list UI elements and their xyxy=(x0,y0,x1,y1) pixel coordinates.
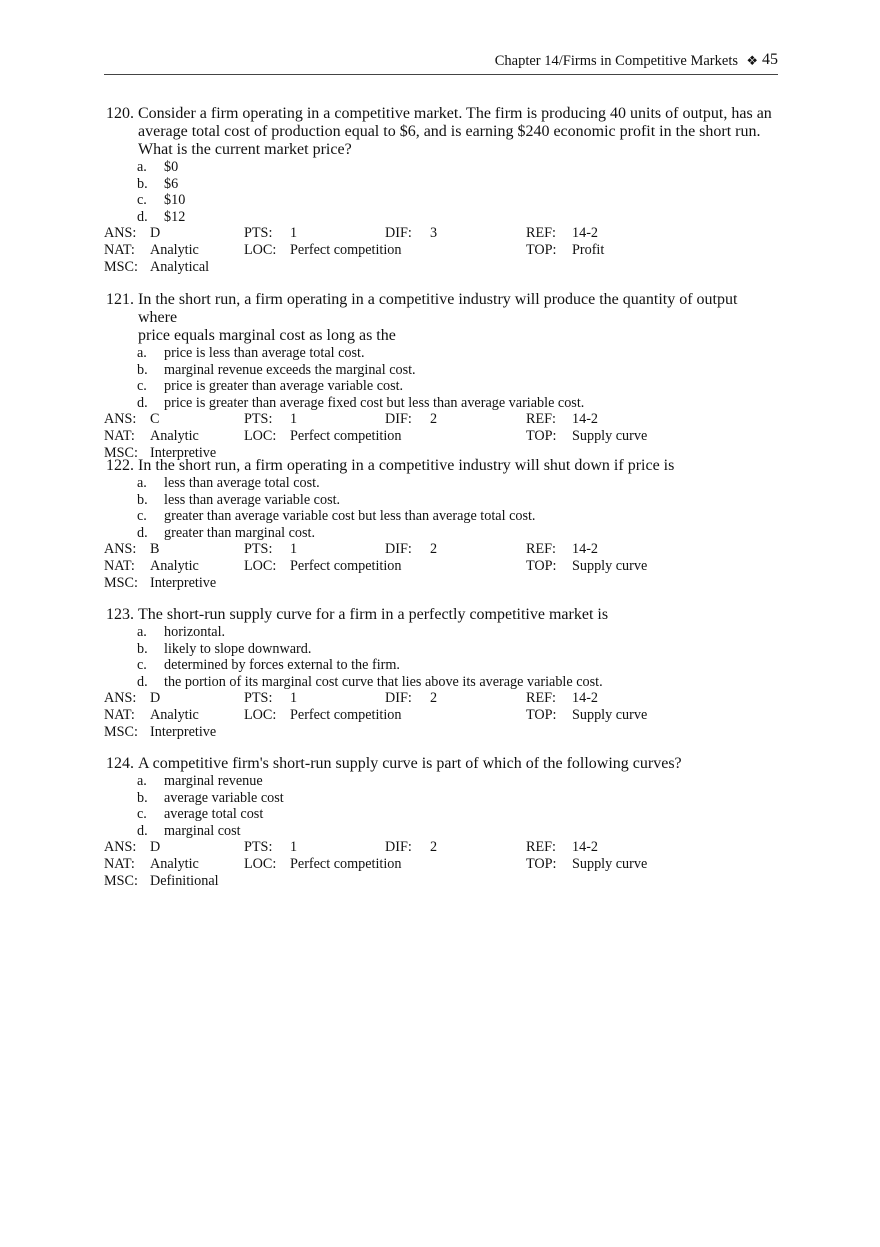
ans-label: ANS: xyxy=(104,839,137,856)
meta-row-ans xyxy=(104,225,780,242)
choice-letter: c. xyxy=(137,508,147,525)
question-124 xyxy=(104,755,780,889)
ans-value: C xyxy=(150,411,160,428)
choice-a xyxy=(137,159,780,176)
ref-value: 14-2 xyxy=(572,411,599,428)
dif-label: DIF: xyxy=(385,839,412,856)
nat-value: Analytic xyxy=(150,855,199,872)
choice-text: the portion of its marginal cost curve that lies above its average variable cost. xyxy=(164,673,603,690)
choice-text: less than average total cost. xyxy=(164,475,320,491)
ans-label: ANS: xyxy=(104,690,137,707)
meta-row-nat xyxy=(104,707,780,724)
pts-value: 1 xyxy=(290,225,298,242)
nat-label: NAT: xyxy=(104,557,135,574)
ans-label: ANS: xyxy=(104,541,137,558)
choice-letter: a. xyxy=(137,345,147,361)
ans-value: D xyxy=(150,690,161,707)
pts-value: 1 xyxy=(290,839,298,856)
answer-choices xyxy=(104,773,780,839)
nat-label: NAT: xyxy=(104,706,135,723)
choice-letter: b. xyxy=(137,491,148,508)
choice-letter: c. xyxy=(137,806,147,823)
answer-choices xyxy=(104,624,780,690)
running-header xyxy=(104,50,778,75)
answer-metadata xyxy=(104,411,780,461)
answer-metadata xyxy=(104,839,780,889)
choice-a xyxy=(137,624,780,641)
dif-value: 2 xyxy=(430,541,438,558)
nat-value: Analytic xyxy=(150,427,199,444)
loc-label: LOC: xyxy=(244,427,277,444)
meta-row-ans xyxy=(104,411,780,428)
pts-label: PTS: xyxy=(244,225,273,242)
msc-label: MSC: xyxy=(104,574,138,591)
choice-a xyxy=(137,773,780,790)
choice-text: $6 xyxy=(164,175,179,192)
meta-row-msc xyxy=(104,259,780,276)
stem-line: price equals marginal cost as long as the xyxy=(138,327,396,344)
question-number: 120. xyxy=(106,105,134,122)
dif-value: 2 xyxy=(430,690,438,707)
pts-label: PTS: xyxy=(244,690,273,707)
stem-line: In the short run, a firm operating in a competitive industry will produce the quantity of output where xyxy=(138,291,738,326)
ans-label: ANS: xyxy=(104,225,137,242)
stem-line: In the short run, a firm operating in a competitive industry will shut down if price is xyxy=(138,457,675,474)
choice-c xyxy=(137,806,780,823)
choice-letter: d. xyxy=(137,822,148,839)
choice-text: price is greater than average variable cost. xyxy=(164,378,404,395)
choice-text: greater than average variable cost but less than average total cost. xyxy=(164,508,536,525)
choice-text: marginal cost xyxy=(164,822,241,839)
loc-label: LOC: xyxy=(244,706,277,723)
msc-value: Interpretive xyxy=(150,574,217,591)
choice-letter: a. xyxy=(137,773,147,789)
msc-value: Interpretive xyxy=(150,723,217,740)
choice-text: price is less than average total cost. xyxy=(164,345,365,361)
ref-value: 14-2 xyxy=(572,541,599,558)
question-121 xyxy=(104,291,780,461)
ref-label: REF: xyxy=(526,839,556,856)
choice-text: determined by forces external to the firm. xyxy=(164,657,400,674)
question-stem xyxy=(104,105,780,159)
top-label: TOP: xyxy=(526,706,557,723)
stem-line: average total cost of production equal to $6, and is earning $240 economic profit in the short run. xyxy=(138,123,761,140)
choice-c xyxy=(137,508,780,525)
pts-value: 1 xyxy=(290,690,298,707)
loc-label: LOC: xyxy=(244,241,277,258)
dif-value: 3 xyxy=(430,225,438,242)
stem-line: The short-run supply curve for a firm in a perfectly competitive market is xyxy=(138,606,609,623)
choice-letter: a. xyxy=(137,475,147,491)
top-label: TOP: xyxy=(526,241,557,258)
loc-value: Perfect competition xyxy=(290,706,402,723)
choice-letter: d. xyxy=(137,673,148,690)
choice-c xyxy=(137,657,780,674)
top-value: Supply curve xyxy=(572,557,648,574)
meta-row-nat xyxy=(104,242,780,259)
pts-value: 1 xyxy=(290,411,298,428)
choice-text: less than average variable cost. xyxy=(164,491,341,508)
choice-letter: c. xyxy=(137,378,147,395)
loc-value: Perfect competition xyxy=(290,427,402,444)
top-value: Supply curve xyxy=(572,855,648,872)
answer-metadata xyxy=(104,225,780,275)
msc-label: MSC: xyxy=(104,723,138,740)
nat-value: Analytic xyxy=(150,706,199,723)
answer-choices xyxy=(104,345,780,411)
question-stem xyxy=(104,606,780,624)
choice-letter: b. xyxy=(137,175,148,192)
ans-value: D xyxy=(150,225,161,242)
question-122 xyxy=(104,457,780,591)
choice-letter: a. xyxy=(137,624,147,640)
msc-label: MSC: xyxy=(104,872,138,889)
choice-d xyxy=(137,395,780,412)
choice-letter: c. xyxy=(137,192,147,209)
loc-value: Perfect competition xyxy=(290,241,402,258)
question-number: 124. xyxy=(106,755,134,772)
nat-value: Analytic xyxy=(150,241,199,258)
choice-letter: b. xyxy=(137,640,148,657)
choice-text: marginal revenue exceeds the marginal cost. xyxy=(164,361,416,378)
msc-label: MSC: xyxy=(104,444,138,461)
pts-label: PTS: xyxy=(244,541,273,558)
ans-value: D xyxy=(150,839,161,856)
top-label: TOP: xyxy=(526,427,557,444)
msc-value: Definitional xyxy=(150,872,219,889)
choice-text: likely to slope downward. xyxy=(164,640,312,657)
nat-label: NAT: xyxy=(104,427,135,444)
choice-letter: b. xyxy=(137,361,148,378)
loc-label: LOC: xyxy=(244,855,277,872)
choice-letter: d. xyxy=(137,524,148,541)
choice-b xyxy=(137,492,780,509)
dif-label: DIF: xyxy=(385,541,412,558)
meta-row-ans xyxy=(104,541,780,558)
loc-value: Perfect competition xyxy=(290,855,402,872)
meta-row-ans xyxy=(104,839,780,856)
choice-a xyxy=(137,475,780,492)
question-stem xyxy=(104,291,780,345)
loc-label: LOC: xyxy=(244,557,277,574)
meta-row-nat xyxy=(104,558,780,575)
stem-line: Consider a firm operating in a competitive market. The firm is producing 40 units of output, has an xyxy=(138,105,772,122)
choice-text: $10 xyxy=(164,192,186,209)
meta-row-msc xyxy=(104,873,780,890)
choice-d xyxy=(137,525,780,542)
top-value: Supply curve xyxy=(572,706,648,723)
ref-value: 14-2 xyxy=(572,690,599,707)
dif-label: DIF: xyxy=(385,225,412,242)
choice-text: $0 xyxy=(164,159,179,175)
pts-value: 1 xyxy=(290,541,298,558)
question-number: 121. xyxy=(106,291,134,308)
meta-row-msc xyxy=(104,575,780,592)
top-value: Profit xyxy=(572,241,605,258)
question-120 xyxy=(104,105,780,275)
choice-b xyxy=(137,362,780,379)
answer-choices xyxy=(104,159,780,225)
dif-label: DIF: xyxy=(385,411,412,428)
ans-label: ANS: xyxy=(104,411,137,428)
ans-value: B xyxy=(150,541,160,558)
ref-label: REF: xyxy=(526,541,556,558)
nat-value: Analytic xyxy=(150,557,199,574)
meta-row-nat xyxy=(104,856,780,873)
choice-letter: b. xyxy=(137,789,148,806)
choice-d xyxy=(137,209,780,226)
pts-label: PTS: xyxy=(244,839,273,856)
dif-value: 2 xyxy=(430,839,438,856)
question-stem xyxy=(104,457,780,475)
ref-label: REF: xyxy=(526,225,556,242)
stem-line: What is the current market price? xyxy=(138,141,352,158)
msc-value: Interpretive xyxy=(150,444,217,461)
pts-label: PTS: xyxy=(244,411,273,428)
ref-label: REF: xyxy=(526,411,556,428)
choice-text: $12 xyxy=(164,208,186,225)
answer-choices xyxy=(104,475,780,541)
question-stem xyxy=(104,755,780,773)
top-label: TOP: xyxy=(526,557,557,574)
choice-b xyxy=(137,176,780,193)
nat-label: NAT: xyxy=(104,855,135,872)
choice-a xyxy=(137,345,780,362)
choice-text: greater than marginal cost. xyxy=(164,524,316,541)
meta-row-ans xyxy=(104,690,780,707)
choice-text: average total cost xyxy=(164,806,264,823)
ref-value: 14-2 xyxy=(572,839,599,856)
page-number: 45 xyxy=(762,51,778,68)
msc-label: MSC: xyxy=(104,258,138,275)
loc-value: Perfect competition xyxy=(290,557,402,574)
dif-value: 2 xyxy=(430,411,438,428)
choice-c xyxy=(137,192,780,209)
answer-metadata xyxy=(104,541,780,591)
nat-label: NAT: xyxy=(104,241,135,258)
top-value: Supply curve xyxy=(572,427,648,444)
top-label: TOP: xyxy=(526,855,557,872)
choice-b xyxy=(137,641,780,658)
question-number: 123. xyxy=(106,606,134,623)
choice-text: marginal revenue xyxy=(164,773,263,789)
meta-row-msc xyxy=(104,724,780,741)
choice-letter: a. xyxy=(137,159,147,175)
ref-label: REF: xyxy=(526,690,556,707)
choice-c xyxy=(137,378,780,395)
answer-metadata xyxy=(104,690,780,740)
choice-letter: d. xyxy=(137,208,148,225)
ref-value: 14-2 xyxy=(572,225,599,242)
dif-label: DIF: xyxy=(385,690,412,707)
choice-b xyxy=(137,790,780,807)
choice-text: average variable cost xyxy=(164,789,284,806)
question-number: 122. xyxy=(106,457,134,474)
ornament-icon: ❖ xyxy=(746,53,758,68)
choice-d xyxy=(137,823,780,840)
question-123 xyxy=(104,606,780,740)
choice-text: horizontal. xyxy=(164,624,226,640)
choice-letter: c. xyxy=(137,657,147,674)
msc-value: Analytical xyxy=(150,258,210,275)
stem-line: A competitive firm's short-run supply curve is part of which of the following curves? xyxy=(138,755,682,772)
chapter-title: Chapter 14/Firms in Competitive Markets xyxy=(494,53,738,69)
choice-text: price is greater than average fixed cost but less than average variable cost. xyxy=(164,394,585,411)
choice-d xyxy=(137,674,780,691)
meta-row-nat xyxy=(104,428,780,445)
choice-letter: d. xyxy=(137,394,148,411)
